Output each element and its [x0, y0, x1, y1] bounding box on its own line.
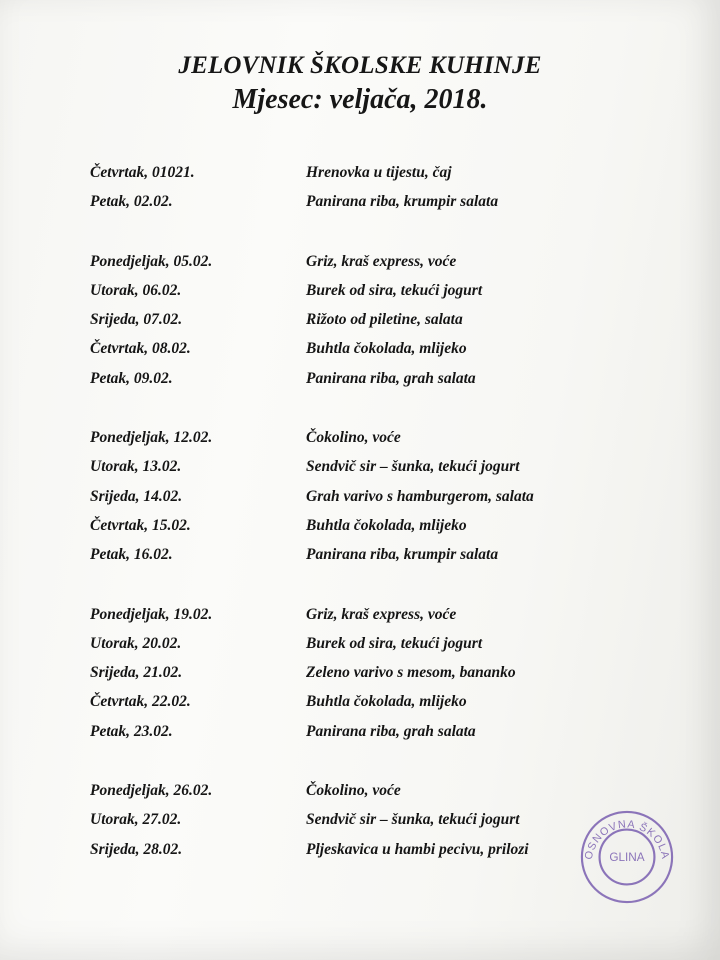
- week-block: [90, 253, 650, 399]
- menu-row: [90, 782, 650, 811]
- menu-row: [90, 458, 650, 487]
- menu-meal: Buhtla čokolada, mlijeko: [306, 340, 467, 358]
- week-block: [90, 782, 650, 870]
- menu-day: Četvrtak, 01021.: [90, 164, 195, 181]
- menu-meal: Zeleno varivo s mesom, bananko: [306, 664, 516, 682]
- menu-row: [90, 635, 650, 664]
- menu-meal: Panirana riba, grah salata: [306, 369, 476, 387]
- menu-meal: Rižoto od piletine, salata: [306, 311, 463, 329]
- menu-day: Srijeda, 28.02.: [90, 840, 183, 858]
- menu-meal: Sendvič sir – šunka, tekući jogurt: [306, 458, 520, 476]
- menu-list: [90, 164, 650, 900]
- menu-day: Četvrtak, 15.02.: [90, 516, 191, 534]
- stamp-center-text: GLINA: [609, 850, 645, 864]
- menu-meal: Pljeskavica u hambi pecivu, prilozi: [306, 840, 529, 858]
- menu-meal: Grah varivo s hamburgerom, salata: [306, 487, 534, 505]
- menu-meal: Buhtla čokolada, mlijeko: [306, 516, 467, 534]
- menu-row: [90, 311, 650, 340]
- menu-row: [90, 193, 650, 222]
- menu-day: Srijeda, 07.02.: [90, 311, 183, 329]
- menu-row: [90, 340, 650, 369]
- menu-row: [90, 546, 650, 575]
- menu-row: [90, 282, 650, 311]
- menu-day: Srijeda, 21.02.: [90, 664, 183, 682]
- menu-row: [90, 253, 650, 282]
- menu-row: [90, 811, 650, 840]
- menu-meal: Čokolino, voće: [306, 782, 401, 800]
- menu-day: Ponedjeljak, 05.02.: [90, 252, 213, 270]
- menu-day: Utorak, 06.02.: [90, 281, 182, 299]
- page-title: JELOVNIK ŠKOLSKE KUHINJE: [178, 52, 542, 79]
- menu-day: Srijeda, 14.02.: [90, 487, 183, 505]
- menu-row: [90, 841, 650, 870]
- menu-meal: Griz, kraš express, voće: [306, 252, 457, 270]
- week-block: [90, 429, 650, 575]
- menu-day: Petak, 16.02.: [90, 546, 173, 564]
- week-block: [90, 164, 650, 223]
- school-stamp: [578, 808, 676, 906]
- menu-meal: Panirana riba, krumpir salata: [306, 546, 499, 564]
- menu-row: [90, 164, 650, 193]
- menu-meal: Panirana riba, krumpir salata: [306, 193, 499, 211]
- menu-day: Petak, 09.02.: [90, 369, 173, 387]
- menu-meal: Panirana riba, grah salata: [306, 722, 476, 740]
- menu-meal: Buhtla čokolada, mlijeko: [306, 693, 467, 711]
- week-block: [90, 606, 650, 752]
- menu-row: [90, 429, 650, 458]
- page-subtitle: Mjesec: veljača, 2018.: [232, 84, 488, 115]
- menu-day: Četvrtak, 08.02.: [90, 340, 191, 358]
- stamp-arc-text: OSNOVNA ŠKOLA: [582, 818, 672, 861]
- menu-row: [90, 370, 650, 399]
- menu-meal: Burek od sira, tekući jogurt: [306, 281, 483, 299]
- menu-row: [90, 517, 650, 546]
- menu-day: Utorak, 20.02.: [90, 634, 182, 652]
- menu-meal: Burek od sira, tekući jogurt: [306, 634, 483, 652]
- menu-meal: Griz, kraš express, voće: [306, 605, 457, 623]
- menu-day: Petak, 02.02.: [90, 193, 173, 211]
- menu-day: Ponedjeljak, 19.02.: [90, 605, 213, 623]
- menu-meal: Čokolino, voće: [306, 429, 401, 447]
- menu-day: Petak, 23.02.: [90, 722, 173, 740]
- menu-meal: Sendvič sir – šunka, tekući jogurt: [306, 811, 520, 829]
- menu-day: Ponedjeljak, 26.02.: [90, 782, 213, 800]
- menu-row: [90, 664, 650, 693]
- menu-row: [90, 606, 650, 635]
- menu-row: [90, 488, 650, 517]
- menu-day: Četvrtak, 22.02.: [90, 693, 191, 711]
- menu-row: [90, 693, 650, 722]
- menu-day: Utorak, 27.02.: [90, 811, 182, 829]
- menu-row: [90, 723, 650, 752]
- menu-day: Ponedjeljak, 12.02.: [90, 429, 213, 447]
- menu-day: Utorak, 13.02.: [90, 458, 182, 476]
- menu-meal: Hrenovka u tijestu, čaj: [306, 164, 452, 181]
